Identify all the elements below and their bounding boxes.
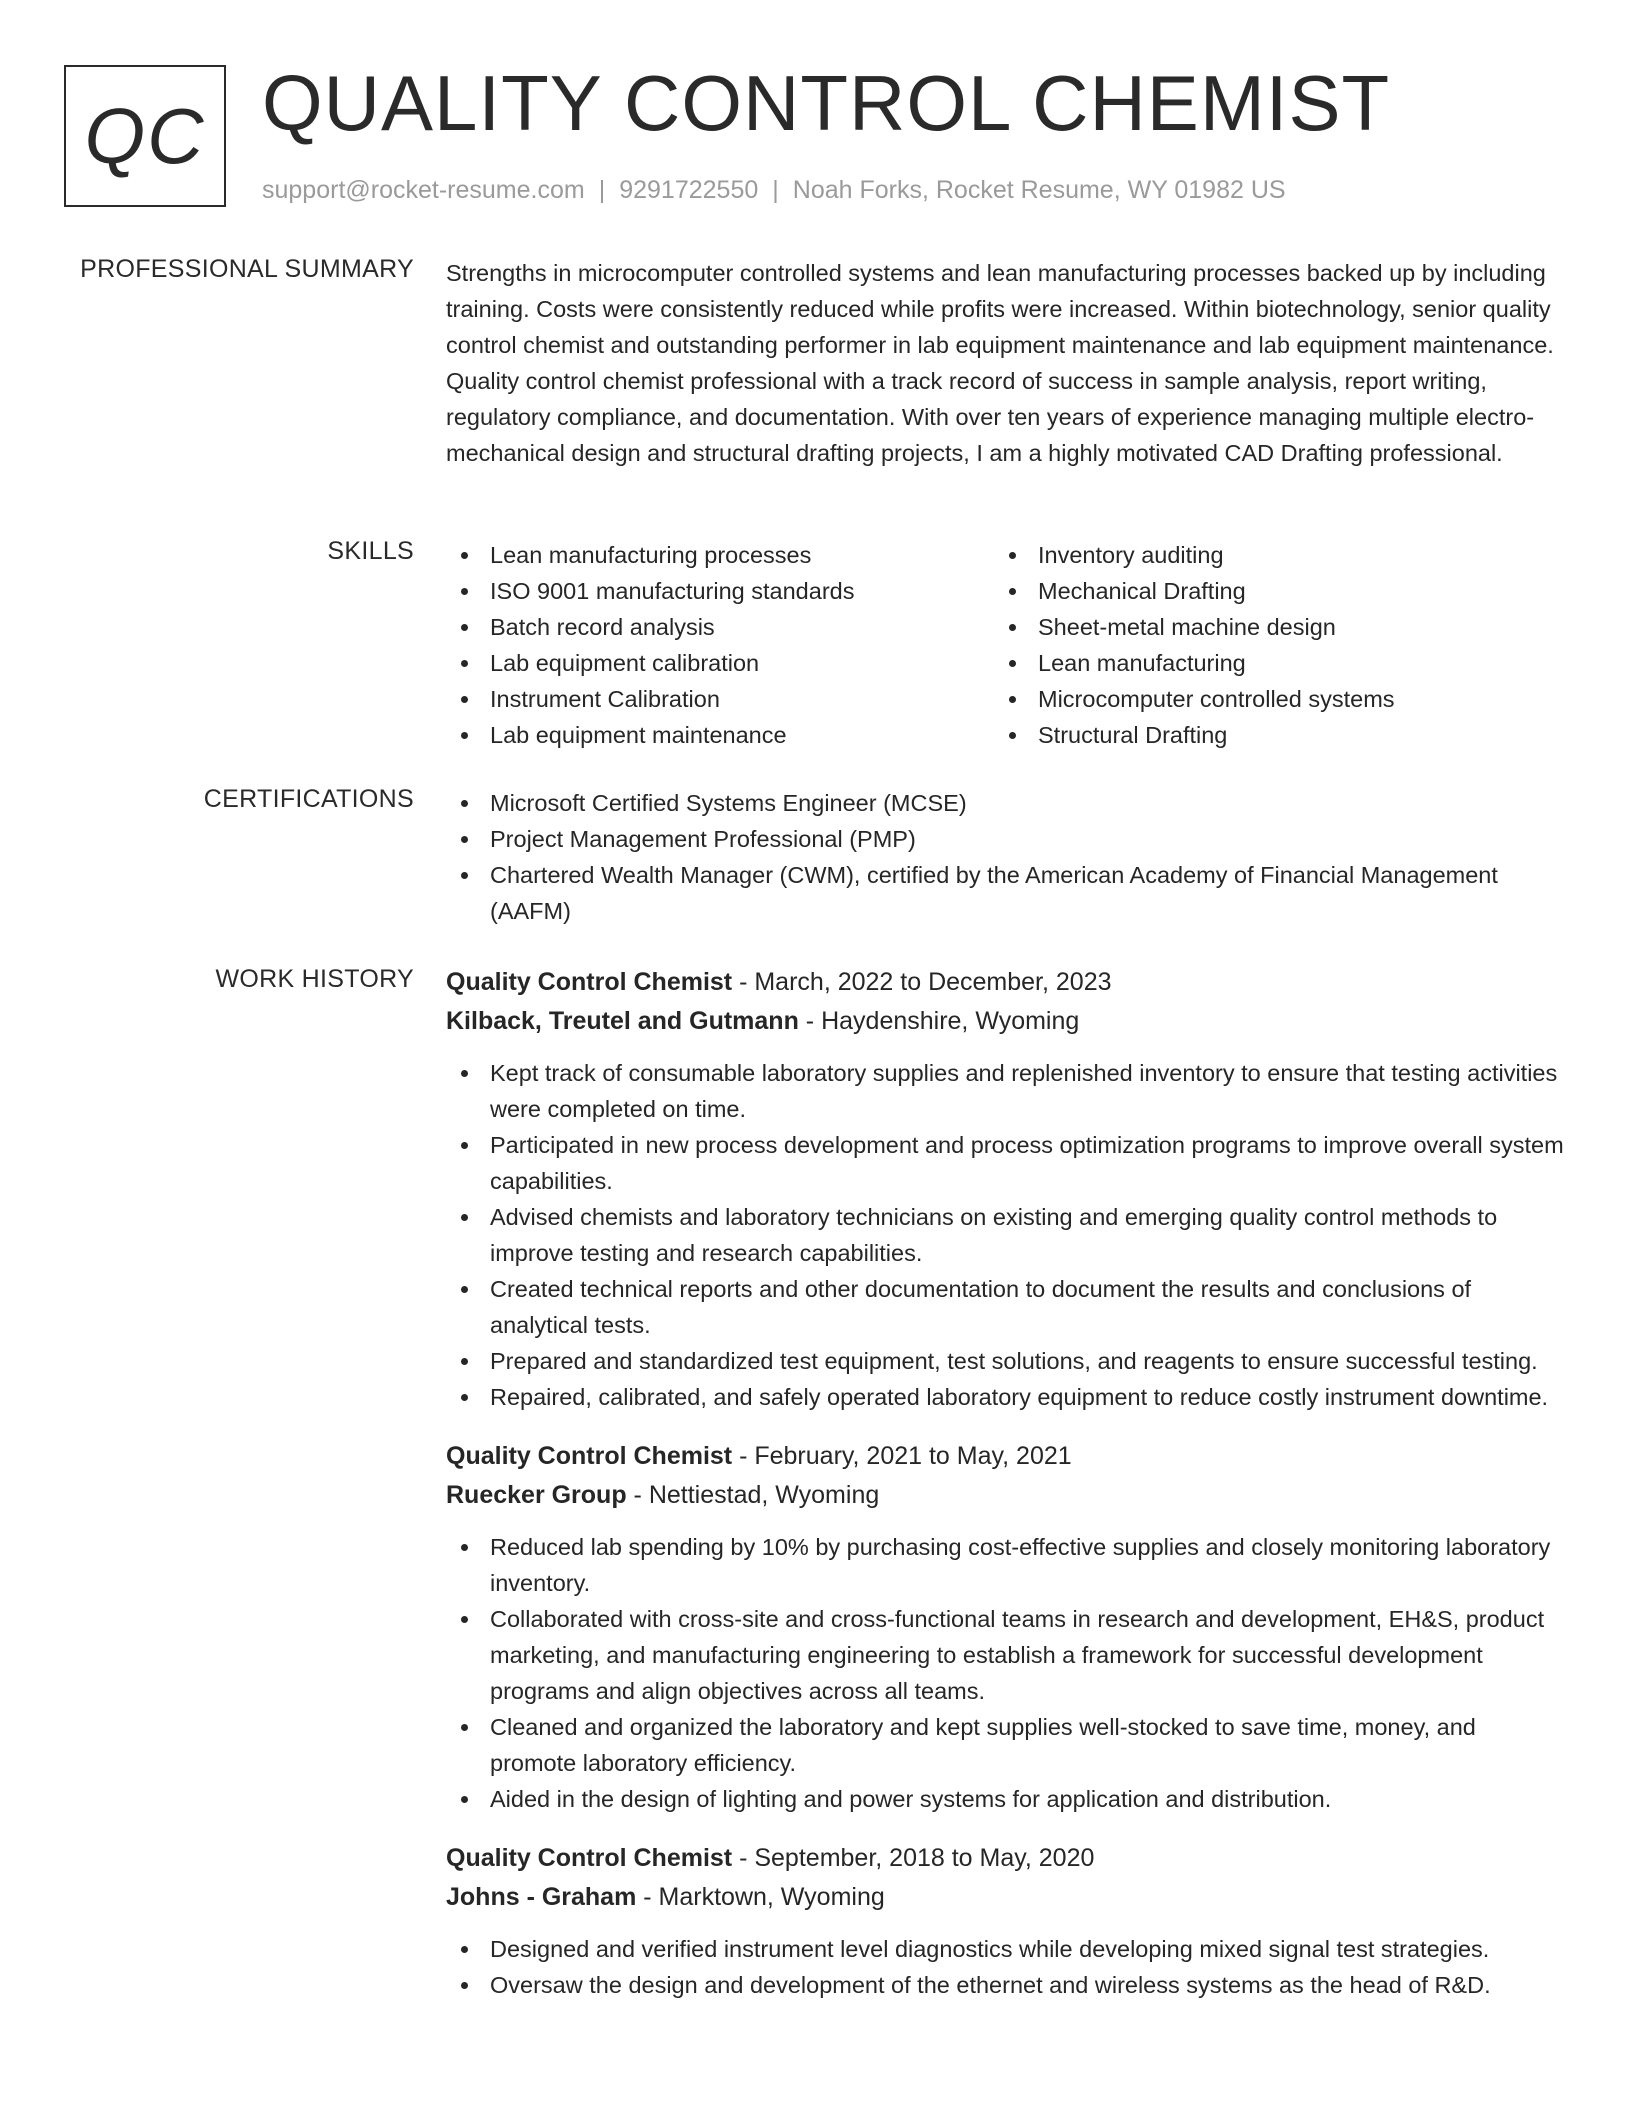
section-heading-summary: PROFESSIONAL SUMMARY	[80, 255, 414, 283]
monogram-box	[64, 65, 226, 207]
job-duty: Repaired, calibrated, and safely operated laboratory equipment to reduce costly instrument downtime.	[446, 1379, 1564, 1415]
skill-item: Mechanical Drafting	[994, 573, 1542, 609]
contact-separator: |	[598, 176, 606, 204]
job-duty: Designed and verified instrument level diagnostics while developing mixed signal test strategies.	[446, 1931, 1564, 1967]
job-role: Quality Control Chemist	[446, 1442, 733, 1470]
job-dates: - March, 2022 to December, 2023	[732, 968, 1112, 996]
job-company: Johns - Graham	[446, 1883, 637, 1911]
job-dates: - September, 2018 to May, 2020	[732, 1844, 1095, 1872]
certification-item: Microsoft Certified Systems Engineer (MCSE)	[446, 785, 1564, 821]
job-duty: Oversaw the design and development of the ethernet and wireless systems as the head of R&D.	[446, 1967, 1564, 2003]
job-duty: Kept track of consumable laboratory supplies and replenished inventory to ensure that testing activities were completed on time.	[446, 1055, 1564, 1127]
job-dates: - February, 2021 to May, 2021	[732, 1442, 1072, 1470]
job-title-line	[446, 963, 1564, 1002]
summary-body	[446, 255, 1564, 471]
contact-phone[interactable]: 9291722550	[619, 176, 759, 204]
job-duties-list	[446, 1529, 1564, 1817]
job-duties-list	[446, 1931, 1564, 2003]
skill-item: Lean manufacturing processes	[446, 537, 994, 573]
job-company-line	[446, 1476, 1564, 1515]
job-title-line	[446, 1437, 1564, 1476]
skills-column-right	[994, 537, 1542, 753]
job-entry	[446, 963, 1564, 1415]
section-heading-certifications: CERTIFICATIONS	[203, 785, 414, 813]
skill-item: Instrument Calibration	[446, 681, 994, 717]
skill-item: Batch record analysis	[446, 609, 994, 645]
certification-item: Project Management Professional (PMP)	[446, 821, 1564, 857]
job-company: Ruecker Group	[446, 1481, 627, 1509]
skill-item: ISO 9001 manufacturing standards	[446, 573, 994, 609]
certifications-body	[446, 785, 1564, 929]
certifications-list	[446, 785, 1564, 929]
job-duty: Advised chemists and laboratory technicians on existing and emerging quality control methods to improve testing and research capabilities.	[446, 1199, 1564, 1271]
skills-grid	[446, 537, 1564, 753]
job-entry	[446, 1839, 1564, 2003]
skill-item: Structural Drafting	[994, 717, 1542, 753]
certification-item: Chartered Wealth Manager (CWM), certified by the American Academy of Financial Management (AAFM)	[446, 857, 1564, 929]
section-heading-work-history: WORK HISTORY	[215, 965, 414, 993]
job-entry	[446, 1437, 1564, 1817]
job-role: Quality Control Chemist	[446, 968, 733, 996]
job-company-line	[446, 1878, 1564, 1917]
skill-item: Lean manufacturing	[994, 645, 1542, 681]
skill-item: Microcomputer controlled systems	[994, 681, 1542, 717]
job-role: Quality Control Chemist	[446, 1844, 733, 1872]
contact-line	[262, 176, 1286, 205]
summary-text: Strengths in microcomputer controlled systems and lean manufacturing processes backed up by including training. Costs were consistently reduced while profits were increased. Within biotechnology, senior quality control chemist and outstanding performer in lab equipment maintenance and lab equipment maintenance. Quality control chemist professional with a track record of success in sample analysis, report writing, regulatory compliance, and documentation. With over ten years of experience managing multiple electro-mechanical design and structural drafting projects, I am a highly motivated CAD Drafting professional.	[446, 260, 1554, 466]
job-title-line	[446, 1839, 1564, 1878]
job-duties-list	[446, 1055, 1564, 1415]
job-duty: Cleaned and organized the laboratory and kept supplies well-stocked to save time, money, and promote laboratory efficiency.	[446, 1709, 1564, 1781]
job-duty: Reduced lab spending by 10% by purchasing cost-effective supplies and closely monitoring laboratory inventory.	[446, 1529, 1564, 1601]
job-location: - Haydenshire, Wyoming	[798, 1007, 1080, 1035]
skill-item: Sheet-metal machine design	[994, 609, 1542, 645]
monogram-initials: QC	[84, 91, 206, 180]
skills-column-left	[446, 537, 994, 753]
job-duty: Aided in the design of lighting and power systems for application and distribution.	[446, 1781, 1564, 1817]
section-heading-skills: SKILLS	[327, 537, 414, 565]
job-location: - Nettiestad, Wyoming	[626, 1481, 880, 1509]
job-location: - Marktown, Wyoming	[636, 1883, 885, 1911]
skill-item: Inventory auditing	[994, 537, 1542, 573]
job-duty: Collaborated with cross-site and cross-functional teams in research and development, EH&S, product marketing, and manufacturing engineering to establish a framework for successful development programs and align objectives across all teams.	[446, 1601, 1564, 1709]
job-company-line	[446, 1002, 1564, 1041]
job-duty: Prepared and standardized test equipment, test solutions, and reagents to ensure successful testing.	[446, 1343, 1564, 1379]
contact-separator: |	[772, 176, 779, 204]
skill-item: Lab equipment calibration	[446, 645, 994, 681]
work-history-body	[446, 963, 1564, 2025]
job-duty: Created technical reports and other documentation to document the results and conclusions of analytical tests.	[446, 1271, 1564, 1343]
skill-item: Lab equipment maintenance	[446, 717, 994, 753]
job-company: Kilback, Treutel and Gutmann	[446, 1007, 799, 1035]
contact-address: Noah Forks, Rocket Resume, WY 01982 US	[792, 176, 1286, 204]
resume-title: QUALITY CONTROL CHEMIST	[262, 59, 1391, 147]
job-duty: Participated in new process development and process optimization programs to improve overall system capabilities.	[446, 1127, 1564, 1199]
contact-email[interactable]: support@rocket-resume.com	[262, 176, 585, 204]
